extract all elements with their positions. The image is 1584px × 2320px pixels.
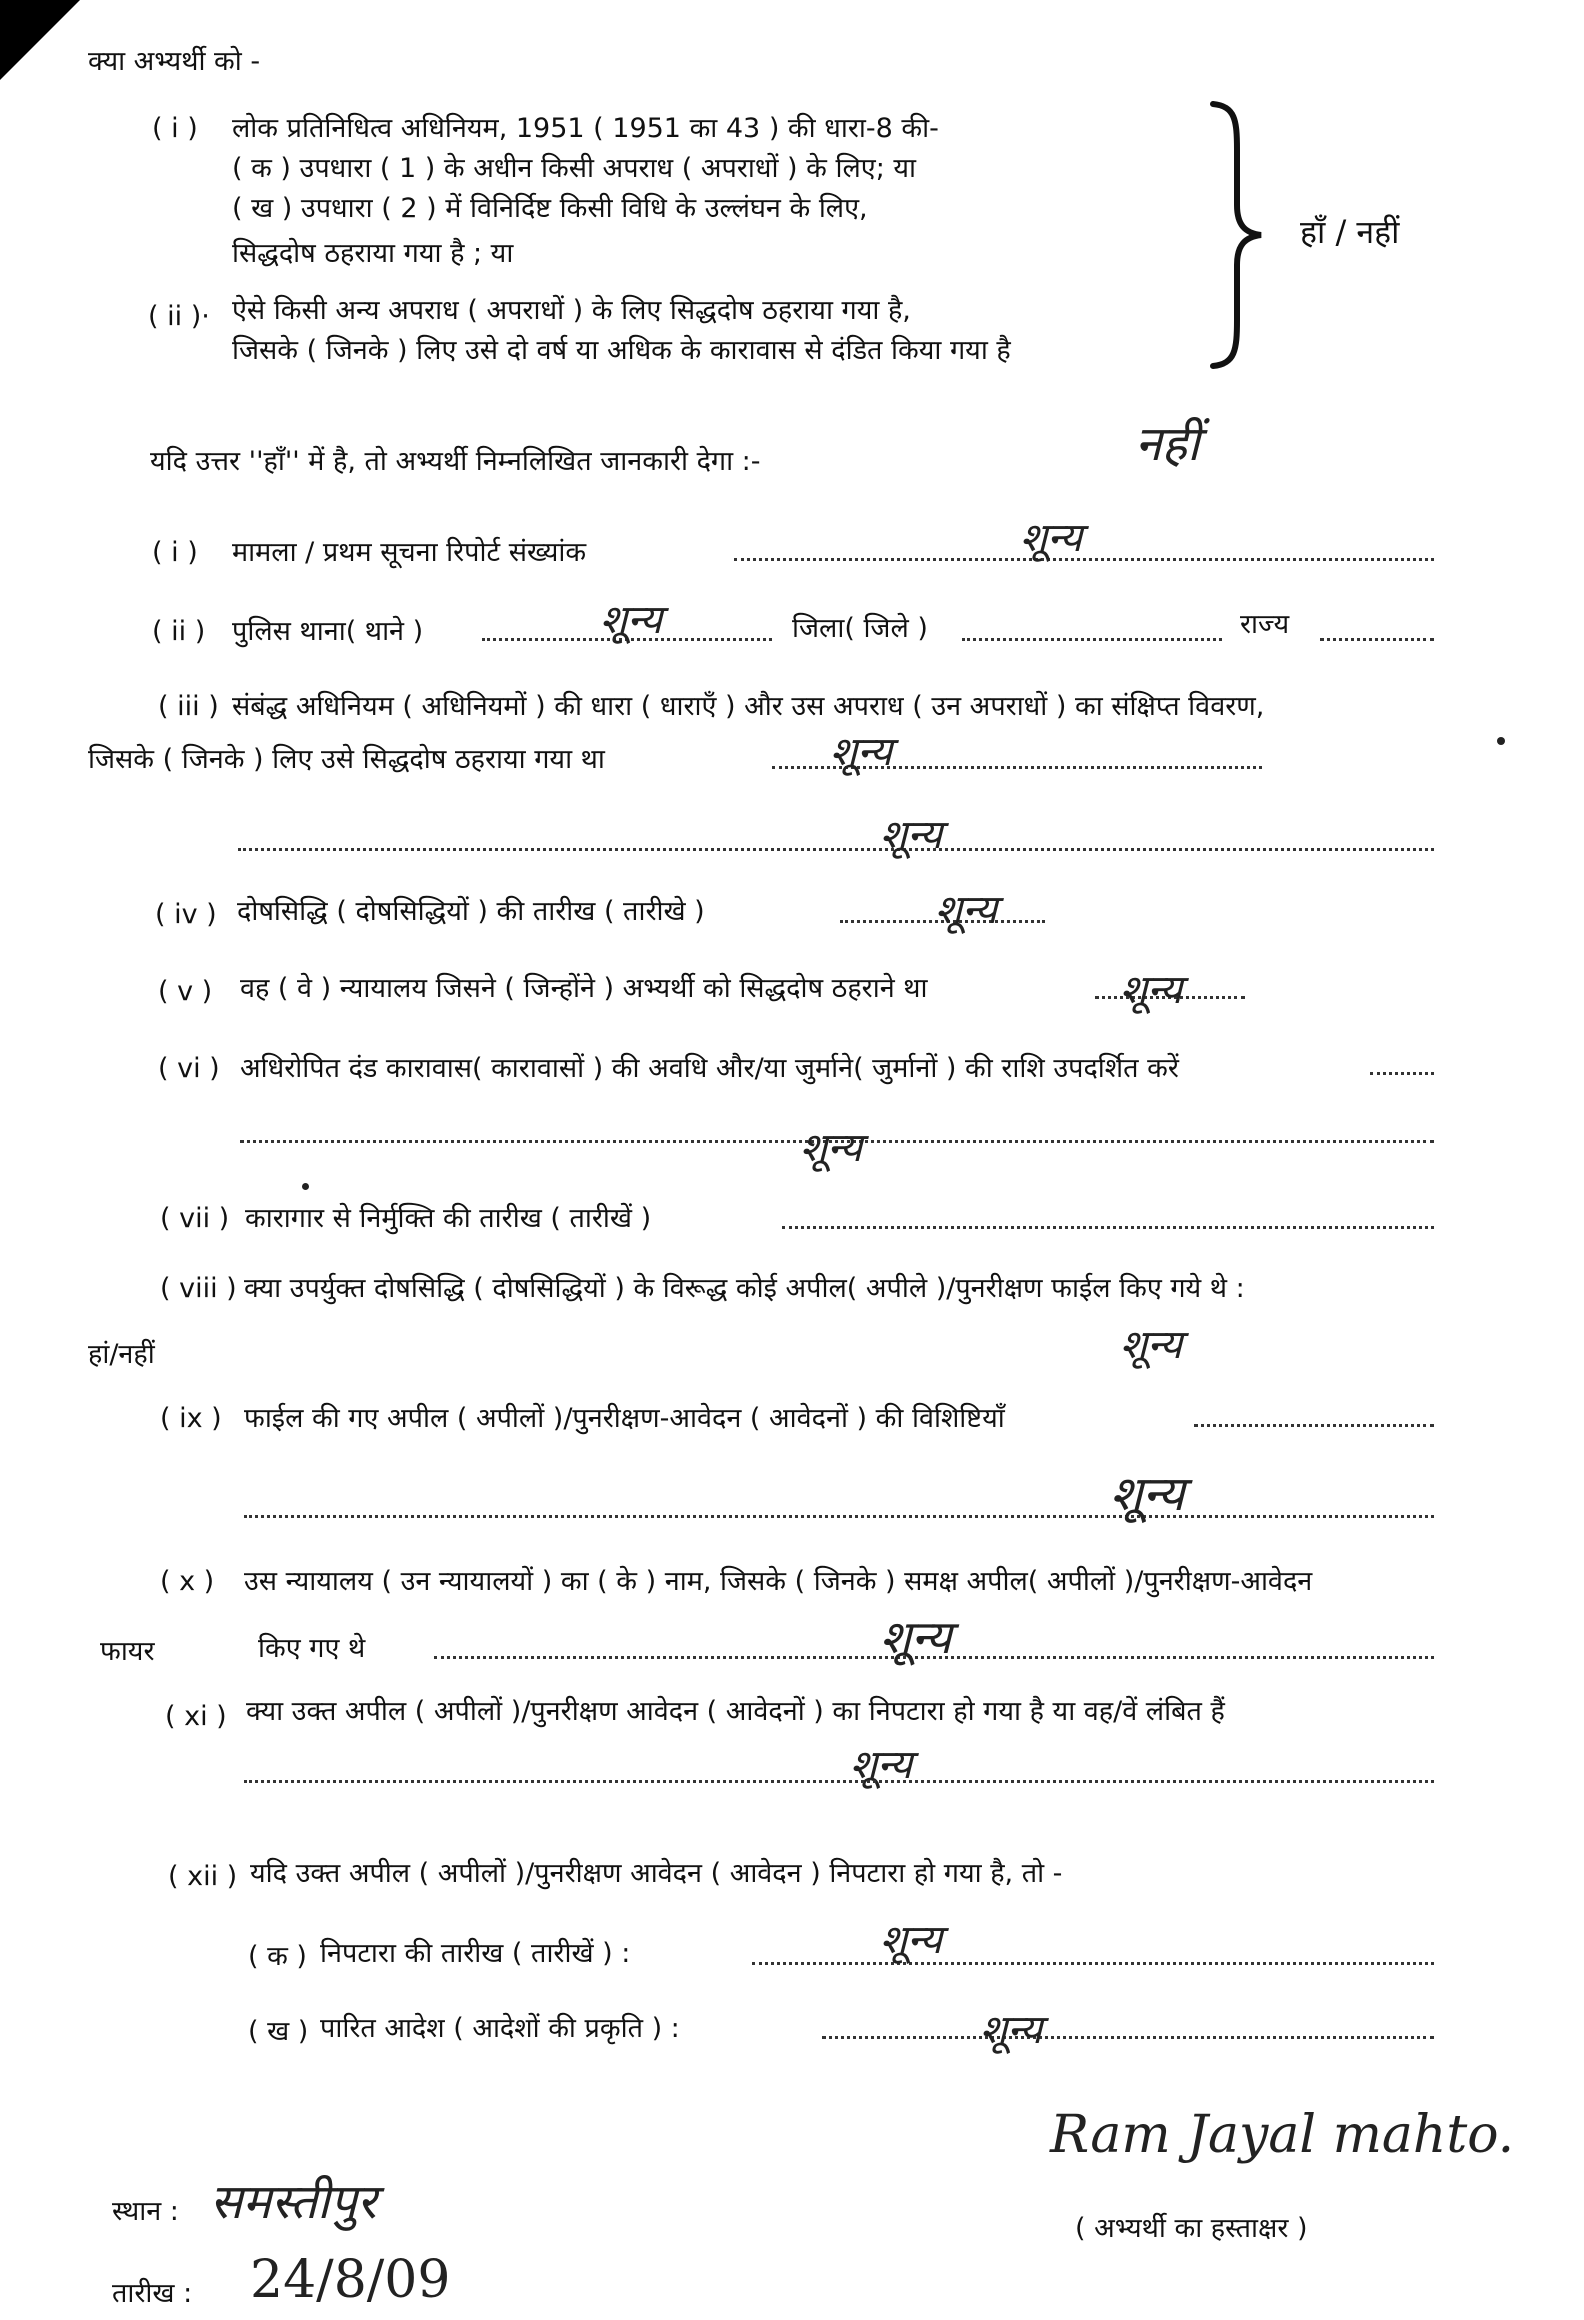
item-ii-number: ( ii ) xyxy=(152,616,206,647)
item-xii-b-dotted-line xyxy=(822,2036,1434,2039)
item-x-label-fire: फायर xyxy=(100,1636,155,1667)
item-ii-state-dotted-line xyxy=(1320,638,1434,641)
item-xi-number: ( xi ) xyxy=(165,1701,227,1732)
item-viii-number: ( viii ) xyxy=(160,1273,237,1304)
if-yes-instruction: यदि उत्तर ''हाँ'' में है, तो अभ्यर्थी निम्नलिखित जानकारी देगा :- xyxy=(150,446,761,477)
handwritten-item-xii-a: शून्य xyxy=(880,1917,943,1963)
item-xi-dotted-line xyxy=(244,1780,1434,1783)
item-ix-label: फाईल की गए अपील ( अपीलों )/पुनरीक्षण-आवेदन ( आवेदनों ) की विशिष्टियाँ xyxy=(244,1403,1005,1434)
item-ii-label: पुलिस थाना( थाने ) xyxy=(232,616,424,647)
scan-speck xyxy=(302,1183,309,1190)
handwritten-item-ii: शून्य xyxy=(600,597,663,643)
q1-line-3: ( ख ) उपधारा ( 2 ) में विनिर्दिष्ट किसी विधि के उल्लंघन के लिए, xyxy=(232,193,868,224)
item-ix-dotted-line-2 xyxy=(244,1515,1434,1518)
item-ix-dotted-line-1 xyxy=(1194,1424,1434,1427)
item-vi-label: अधिरोपित दंड कारावास( कारावासों ) की अवधि और/या जुर्माने( जुर्मानों ) की राशि उपदर्शित करें xyxy=(240,1053,1179,1084)
scan-corner-mark xyxy=(0,0,80,80)
q1-line-4: सिद्धदोष ठहराया गया है ; या xyxy=(232,238,514,269)
item-vi-number: ( vi ) xyxy=(158,1053,220,1084)
handwritten-item-iv: शून्य xyxy=(935,887,998,933)
item-xii-b-label: पारित आदेश ( आदेशों की प्रकृति ) : xyxy=(320,2013,680,2044)
item-iii-label: संबंद्ध अधिनियम ( अधिनियमों ) की धारा ( धाराएँ ) और उस अपराध ( उन अपराधों ) का संक्षिप्त विवरण, xyxy=(232,691,1265,722)
item-v-label: वह ( वे ) न्यायालय जिसने ( जिन्होंने ) अभ्यर्थी को सिद्धदोष ठहराने था xyxy=(240,973,928,1004)
item-vii-label: कारागार से निर्मुक्ति की तारीख ( तारीखें ) xyxy=(245,1203,652,1234)
item-ii-district-dotted-line xyxy=(962,638,1222,641)
yes-no-option: हाँ / नहीं xyxy=(1300,213,1400,251)
handwritten-date: 24/8/09 xyxy=(250,2250,451,2310)
candidate-signature: Ram Jayal mahto. xyxy=(1050,2105,1515,2165)
date-label: तारीख : xyxy=(112,2278,193,2309)
item-vii-dotted-line xyxy=(782,1226,1434,1229)
handwritten-item-xii-b: शून्य xyxy=(980,2007,1043,2053)
item-xii-a-label: निपटारा की तारीख ( तारीखें ) : xyxy=(320,1938,631,1969)
item-viii-label: क्या उपर्युक्त दोषसिद्धि ( दोषसिद्धियों ) के विरूद्ध कोई अपील( अपीले )/पुनरीक्षण फाईल किए गये थे : xyxy=(244,1273,1245,1304)
handwritten-item-xi: शून्य xyxy=(850,1742,913,1788)
item-xi-label: क्या उक्त अपील ( अपीलों )/पुनरीक्षण आवेदन ( आवेदनों ) का निपटारा हो गया है या वह/वें लंबित हैं xyxy=(246,1696,1225,1727)
handwritten-answer-main: नहीं xyxy=(1135,416,1200,472)
item-x-number: ( x ) xyxy=(160,1566,215,1597)
signature-caption: ( अभ्यर्थी का हस्ताक्षर ) xyxy=(1075,2213,1308,2244)
item-iv-label: दोषसिद्धि ( दोषसिद्धियों ) की तारीख ( तारीखे ) xyxy=(237,896,705,927)
item-xii-number: ( xii ) xyxy=(168,1861,238,1892)
item-xii-label: यदि उक्त अपील ( अपीलों )/पुनरीक्षण आवेदन ( आवेदन ) निपटारा हो गया है, तो - xyxy=(250,1858,1063,1889)
item-iii-label-2: जिसके ( जिनके ) लिए उसे सिद्धदोष ठहराया गया था xyxy=(88,744,605,775)
handwritten-item-iii-1: शून्य xyxy=(830,729,893,775)
handwritten-item-x: शून्य xyxy=(880,1610,952,1664)
intro-text: क्या अभ्यर्थी को - xyxy=(88,46,261,77)
item-ix-number: ( ix ) xyxy=(160,1403,222,1434)
handwritten-item-iii-2: शून्य xyxy=(880,812,943,858)
item-x-label: उस न्यायालय ( उन न्यायालयों ) का ( के ) नाम, जिसके ( जिनके ) समक्ष अपील( अपीलों )/पुनरीक्षण-आवेदन xyxy=(244,1566,1313,1597)
item-i-dotted-line xyxy=(734,558,1434,561)
item-iii-dotted-line-2 xyxy=(238,848,1434,851)
item-ii-district-label: जिला( जिले ) xyxy=(792,613,928,644)
handwritten-item-vi: शून्य xyxy=(800,1125,863,1171)
item-xii-a-dotted-line xyxy=(752,1962,1434,1965)
q2-line-2: जिसके ( जिनके ) लिए उसे दो वर्ष या अधिक के कारावास से दंडित किया गया है xyxy=(232,335,1011,366)
item-vii-number: ( vii ) xyxy=(160,1203,230,1234)
q1-number: ( i ) xyxy=(152,113,198,144)
item-v-number: ( v ) xyxy=(158,976,213,1007)
item-ii-state-label: राज्य xyxy=(1240,609,1290,640)
scan-speck xyxy=(1497,737,1505,745)
handwritten-place: समस्तीपुर xyxy=(210,2174,377,2230)
handwritten-item-i: शून्य xyxy=(1020,515,1083,561)
handwritten-item-ix: शून्य xyxy=(1110,1466,1185,1522)
item-iii-number: ( iii ) xyxy=(158,691,219,722)
q1-line-1: लोक प्रतिनिधित्व अधिनियम, 1951 ( 1951 का 43 ) की धारा-8 की- xyxy=(232,113,939,144)
item-viii-yes-no: हां/नहीं xyxy=(88,1339,155,1370)
item-i-label: मामला / प्रथम सूचना रिपोर्ट संख्यांक xyxy=(232,537,587,568)
item-xii-a-number: ( क ) xyxy=(248,1941,307,1972)
item-iv-number: ( iv ) xyxy=(155,899,217,930)
item-xii-b-number: ( ख ) xyxy=(248,2016,309,2047)
handwritten-item-v: शून्य xyxy=(1120,967,1183,1013)
handwritten-item-viii: शून्य xyxy=(1120,1322,1183,1368)
q1-line-2: ( क ) उपधारा ( 1 ) के अधीन किसी अपराध ( अपराधों ) के लिए; या xyxy=(232,153,917,184)
curly-brace xyxy=(1205,100,1265,370)
item-i-number: ( i ) xyxy=(152,537,198,568)
place-label: स्थान : xyxy=(112,2196,179,2227)
q2-number: ( ii )· xyxy=(148,301,210,332)
item-x-label-filed: किए गए थे xyxy=(258,1633,366,1664)
q2-line-1: ऐसे किसी अन्य अपराध ( अपराधों ) के लिए सिद्धदोष ठहराया गया है, xyxy=(232,295,911,326)
item-vi-dotted-line-1 xyxy=(1370,1072,1434,1075)
